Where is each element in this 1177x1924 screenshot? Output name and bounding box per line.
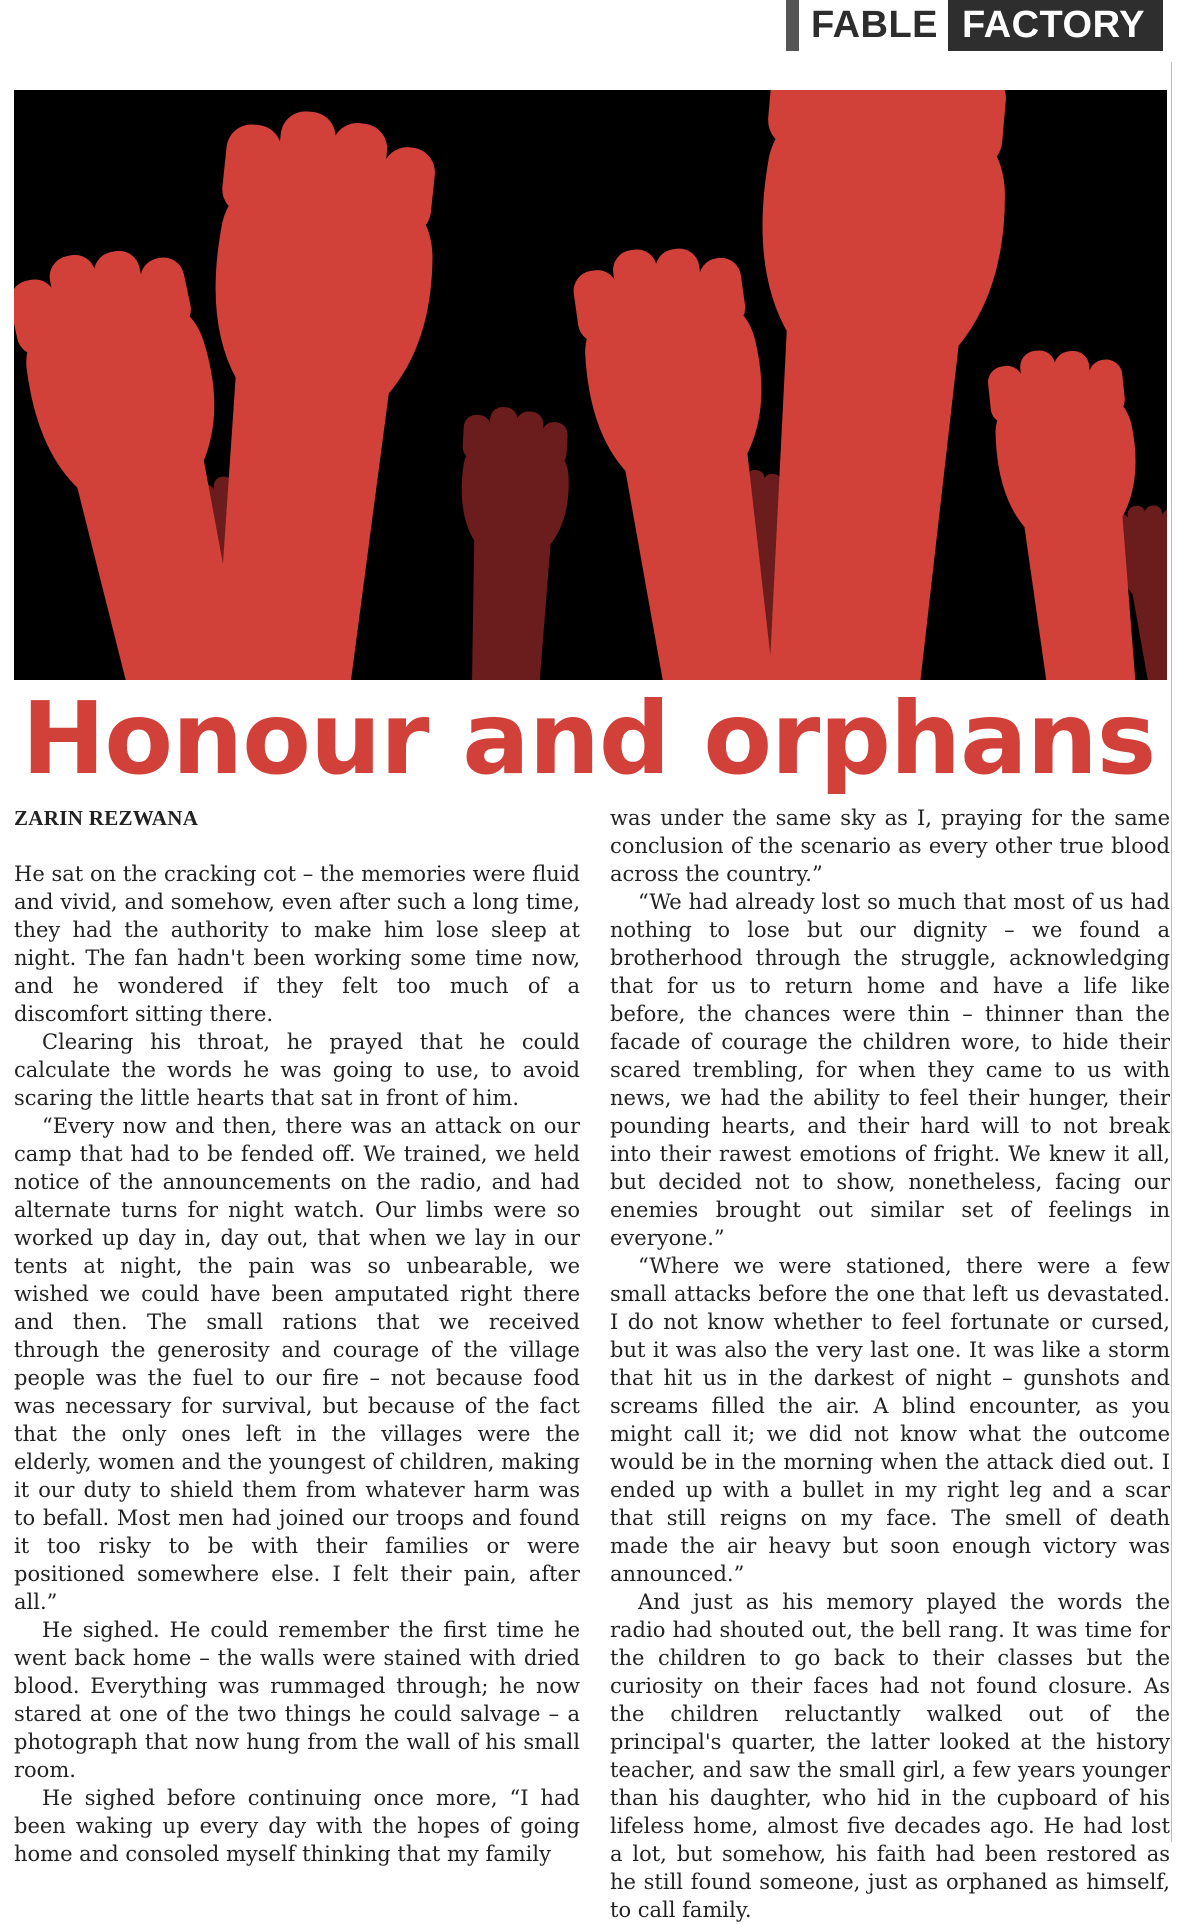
brand-factory: FACTORY	[948, 0, 1163, 51]
author-byline: ZARIN REZWANA	[14, 806, 199, 830]
section-brand	[786, 0, 1163, 51]
raised-fists-illustration	[14, 90, 1167, 680]
article-paragraph: He sighed before continuing once more, “I had been waking up every day with the hopes of going home and consoled myself thinking that my family	[14, 1786, 580, 1866]
brand-fable: FABLE	[799, 0, 948, 51]
article-paragraph: He sat on the cracking cot – the memories were fluid and vivid, and somehow, even after such a long time, they had the authority to make him lose sleep at night. The fan hadn't been working some time now, and he wondered if they felt too much of a discomfort sitting there.	[14, 862, 580, 1026]
article-paragraph: Clearing his throat, he prayed that he could calculate the words he was going to use, to avoid scaring the little hearts that sat in front of him.	[14, 1030, 580, 1110]
hero-illustration	[14, 90, 1167, 680]
article-paragraph: And just as his memory played the words the radio had shouted out, the bell rang. It was time for the children to go back to their classes but the curiosity on their faces had not found closure. As the children reluctantly walked out of the principal's quarter, the latter looked at the history teacher, and saw the small girl, a few years younger than his daughter, who hid in the cupboard of his lifeless home, almost five decades ago. He had lost a lot, but somehow, his faith had been restored as he still found someone, just as orphaned as himself, to call family.	[610, 1590, 1170, 1922]
article-paragraph: “Where we were stationed, there were a few small attacks before the one that left us devastated. I do not know whether to feel fortunate or cursed, but it was also the very last one. It was like a storm that hit us in the darkest of night – gunshots and screams filled the air. A blind encounter, as you might call it; we did not know what the outcome would be in the morning when the attack died out. I ended up with a bullet in my right leg and a scar that still reigns on my face. The smell of death made the air heavy but soon enough victory was announced.”	[610, 1254, 1170, 1586]
article-paragraph: He sighed. He could remember the first time he went back home – the walls were stained with dried blood. Everything was rummaged through; he now stared at one of the two things he could salvage – a photograph that now hung from the wall of his small room.	[14, 1618, 580, 1782]
brand-bar	[786, 0, 799, 51]
article-column-right	[610, 804, 1170, 1924]
article-paragraph: “We had already lost so much that most of us had nothing to lose but our dignity – we found a brotherhood through the struggle, acknowledging that for us to return home and have a life like before, the chances were thin – thinner than the facade of courage the children wore, to hide their scared trembling, for when they came to us with news, we had the ability to feel their hunger, their pounding hearts, and their hard will to not break into their rawest emotions of fright. We knew it all, but decided not to show, nonetheless, facing our enemies brought out similar set of feelings in everyone.”	[610, 890, 1170, 1250]
article-column-left	[14, 804, 580, 1868]
foreground-fists	[14, 90, 1167, 680]
article-paragraph: was under the same sky as I, praying for the same conclusion of the scenario as every other true blood across the country.”	[610, 806, 1170, 886]
article-headline: Honour and orphans	[21, 680, 1156, 797]
article-paragraph: “Every now and then, there was an attack on our camp that had to be fended off. We trained, we held notice of the announcements on the radio, and had alternate turns for night watch. Our limbs were so worked up day in, day out, that when we lay in our tents at night, the pain was so unbearable, we wished we could have been amputated right there and then. The small rations that we received through the generosity and courage of the village people was the fuel to our fire – not because food was necessary for survival, but because of the fact that the only ones left in the villages were the elderly, women and the youngest of children, making it our duty to shield them from whatever harm was to befall. Most men had joined our troops and found it too risky to be with their families or were positioned somewhere else. I felt their pain, after all.”	[14, 1114, 580, 1614]
column-rule	[1171, 62, 1172, 1842]
